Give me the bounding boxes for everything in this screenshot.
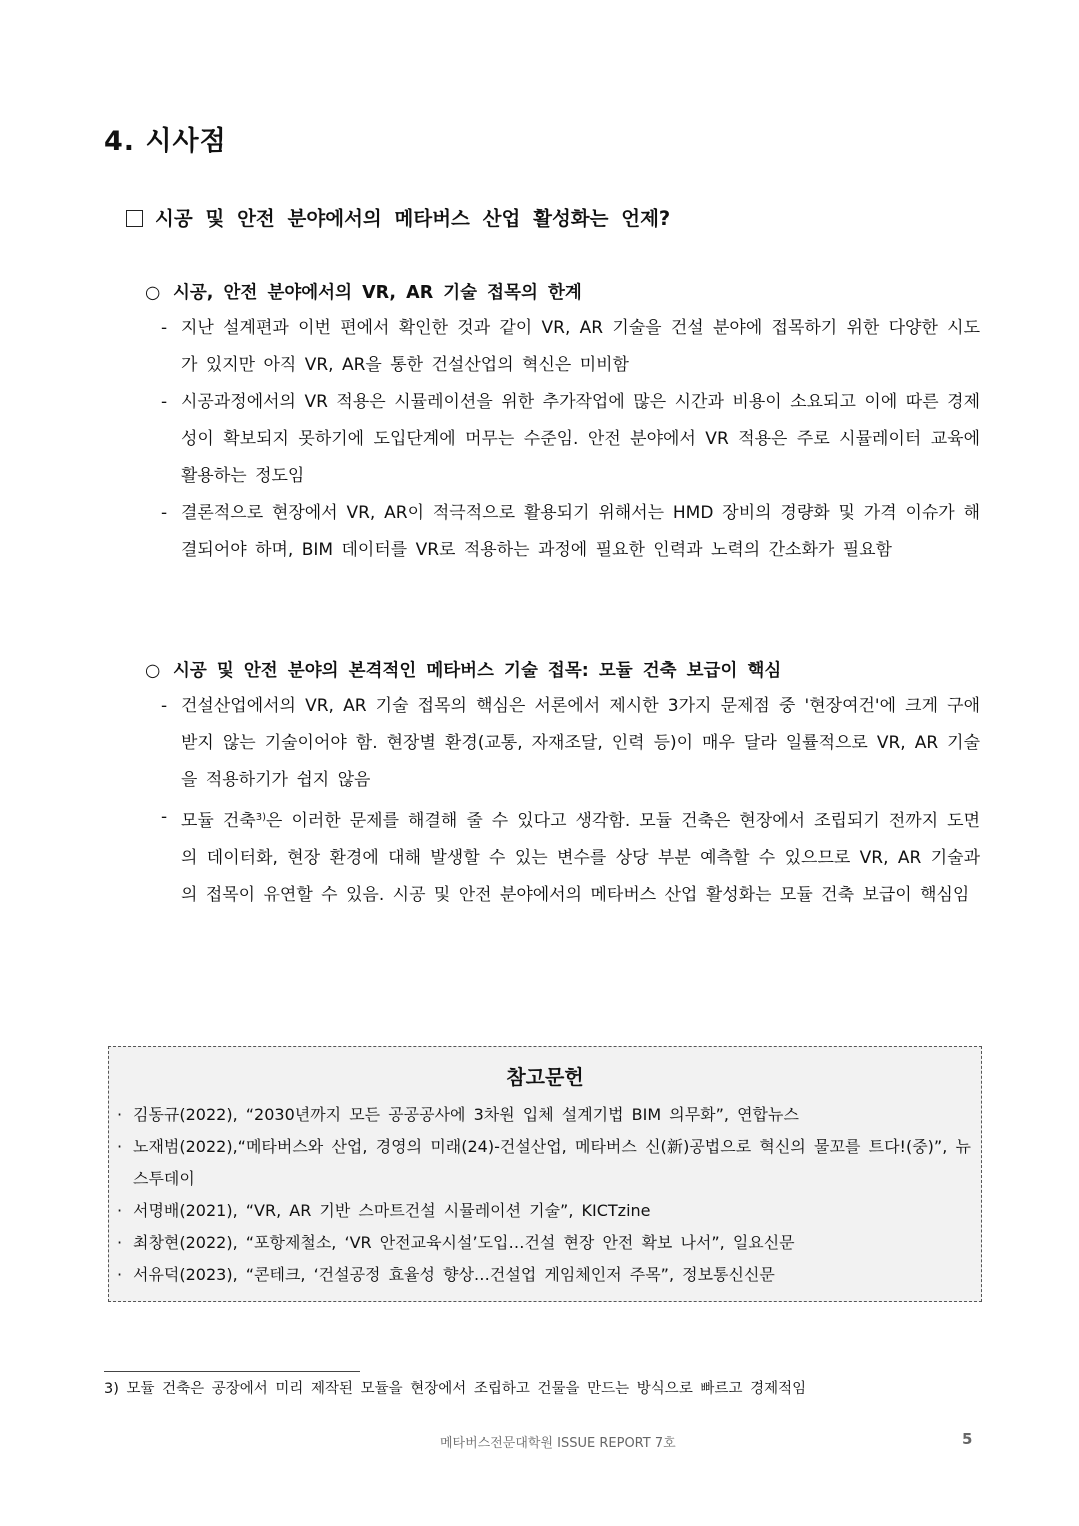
reference-item: · 노재범(2022),“메타버스와 산업, 경영의 미래(24)-건설산업, 메타버스 신(新)공법으로 혁신의 물꼬를 트다!(중)”, 뉴스투데이 <box>117 1131 971 1195</box>
list-item: - 결론적으로 현장에서 VR, AR이 적극적으로 활용되기 위해서는 HMD 장비의 경량화 및 가격 이슈가 해결되어야 하며, BIM 데이터를 VR로 적용하는 과정에 필요한 인력과 노력의 간소화가 필요함 <box>145 495 980 569</box>
section-heading-text: 시공 및 안전 분야에서의 메타버스 산업 활성화는 언제? <box>155 207 671 230</box>
reference-item: · 최창현(2022), “포항제철소, ‘VR 안전교육시설’도입…건설 현장 안전 확보 나서”, 일요신문 <box>117 1227 971 1259</box>
subsection-limitations <box>145 276 980 569</box>
list-item: - 시공과정에서의 VR 적용은 시뮬레이션을 위한 추가작업에 많은 시간과 비용이 소요되고 이에 따른 경제성이 확보되지 못하기에 도입단계에 머무는 수준임. 안전 분야에서 VR 적용은 주로 시뮬레이터 교육에 활용하는 정도임 <box>145 384 980 495</box>
page-footer: 메타버스전문대학원 ISSUE REPORT 7호 <box>440 1436 676 1451</box>
middle-dot-icon: · <box>117 1233 123 1252</box>
reference-item: · 김동규(2022), “2030년까지 모든 공공공사에 3차원 입체 설계기법 BIM 의무화”, 연합뉴스 <box>117 1099 971 1131</box>
bullet-list <box>145 310 980 569</box>
middle-dot-icon: · <box>117 1137 123 1156</box>
references-title: 참고문헌 <box>506 1065 584 1089</box>
section-heading <box>126 203 670 231</box>
reference-item: · 서유덕(2023), “콘테크, ‘건설공정 효율성 향상…건설업 게임체인저 주목”, 정보통신신문 <box>117 1259 971 1291</box>
references-box <box>108 1046 982 1302</box>
footnote: 3) 모듈 건축은 공장에서 미리 제작된 모듈을 현장에서 조립하고 건물을 만드는 방식으로 빠르고 경제적임 <box>104 1381 807 1397</box>
middle-dot-icon: · <box>117 1201 123 1220</box>
footnote-divider <box>104 1371 360 1372</box>
references-list <box>109 1099 981 1291</box>
subsection-modular <box>145 654 980 914</box>
list-item: - 지난 설계편과 이번 편에서 확인한 것과 같이 VR, AR 기술을 건설 분야에 접목하기 위한 다양한 시도가 있지만 아직 VR, AR을 통한 건설산업의 혁신은 미비함 <box>145 310 980 384</box>
list-item: - 건설산업에서의 VR, AR 기술 접목의 핵심은 서론에서 제시한 3가지 문제점 중 '현장여건'에 크게 구애받지 않는 기술이어야 함. 현장별 환경(교통, 자재조달, 인력 등)이 매우 달라 일률적으로 VR, AR 기술을 적용하기가 쉽지 않음 <box>145 688 980 799</box>
subsection-heading <box>145 654 980 688</box>
middle-dot-icon: · <box>117 1105 123 1124</box>
circle-bullet-icon: ○ <box>145 661 161 681</box>
page-title: 4. 시사점 <box>104 126 227 157</box>
bullet-list <box>145 688 980 914</box>
subsection-heading <box>145 276 980 310</box>
list-item: - 모듈 건축$^{3)}$은 이러한 문제를 해결해 줄 수 있다고 생각함. 모듈 건축은 현장에서 조립되기 전까지 도면의 데이터화, 현장 환경에 대해 발생할 수 있는 변수를 상당 부분 예측할 수 있으므로 VR, AR 기술과의 접목이 유연할 수 있음. 시공 및 안전 분야에서의 메타버스 산업 활성화는 모듈 건축 보급이 핵심임 <box>145 799 980 914</box>
subsection-heading-text: 시공, 안전 분야에서의 VR, AR 기술 접목의 한계 <box>173 283 582 303</box>
dash-bullet-icon: - <box>161 503 168 523</box>
page-number: 5 <box>962 1430 973 1448</box>
reference-item: · 서명배(2021), “VR, AR 기반 스마트건설 시뮬레이션 기술”, KICTzine <box>117 1195 971 1227</box>
subsection-heading-text: 시공 및 안전 분야의 본격적인 메타버스 기술 접목: 모듈 건축 보급이 핵심 <box>173 661 782 681</box>
circle-bullet-icon: ○ <box>145 283 161 303</box>
checkbox-square-icon <box>126 210 143 227</box>
middle-dot-icon: · <box>117 1265 123 1284</box>
dash-bullet-icon: - <box>161 392 168 412</box>
footnote-reference[interactable]: 3) <box>255 812 266 823</box>
dash-bullet-icon: - <box>161 807 168 827</box>
dash-bullet-icon: - <box>161 318 168 338</box>
dash-bullet-icon: - <box>161 696 168 716</box>
